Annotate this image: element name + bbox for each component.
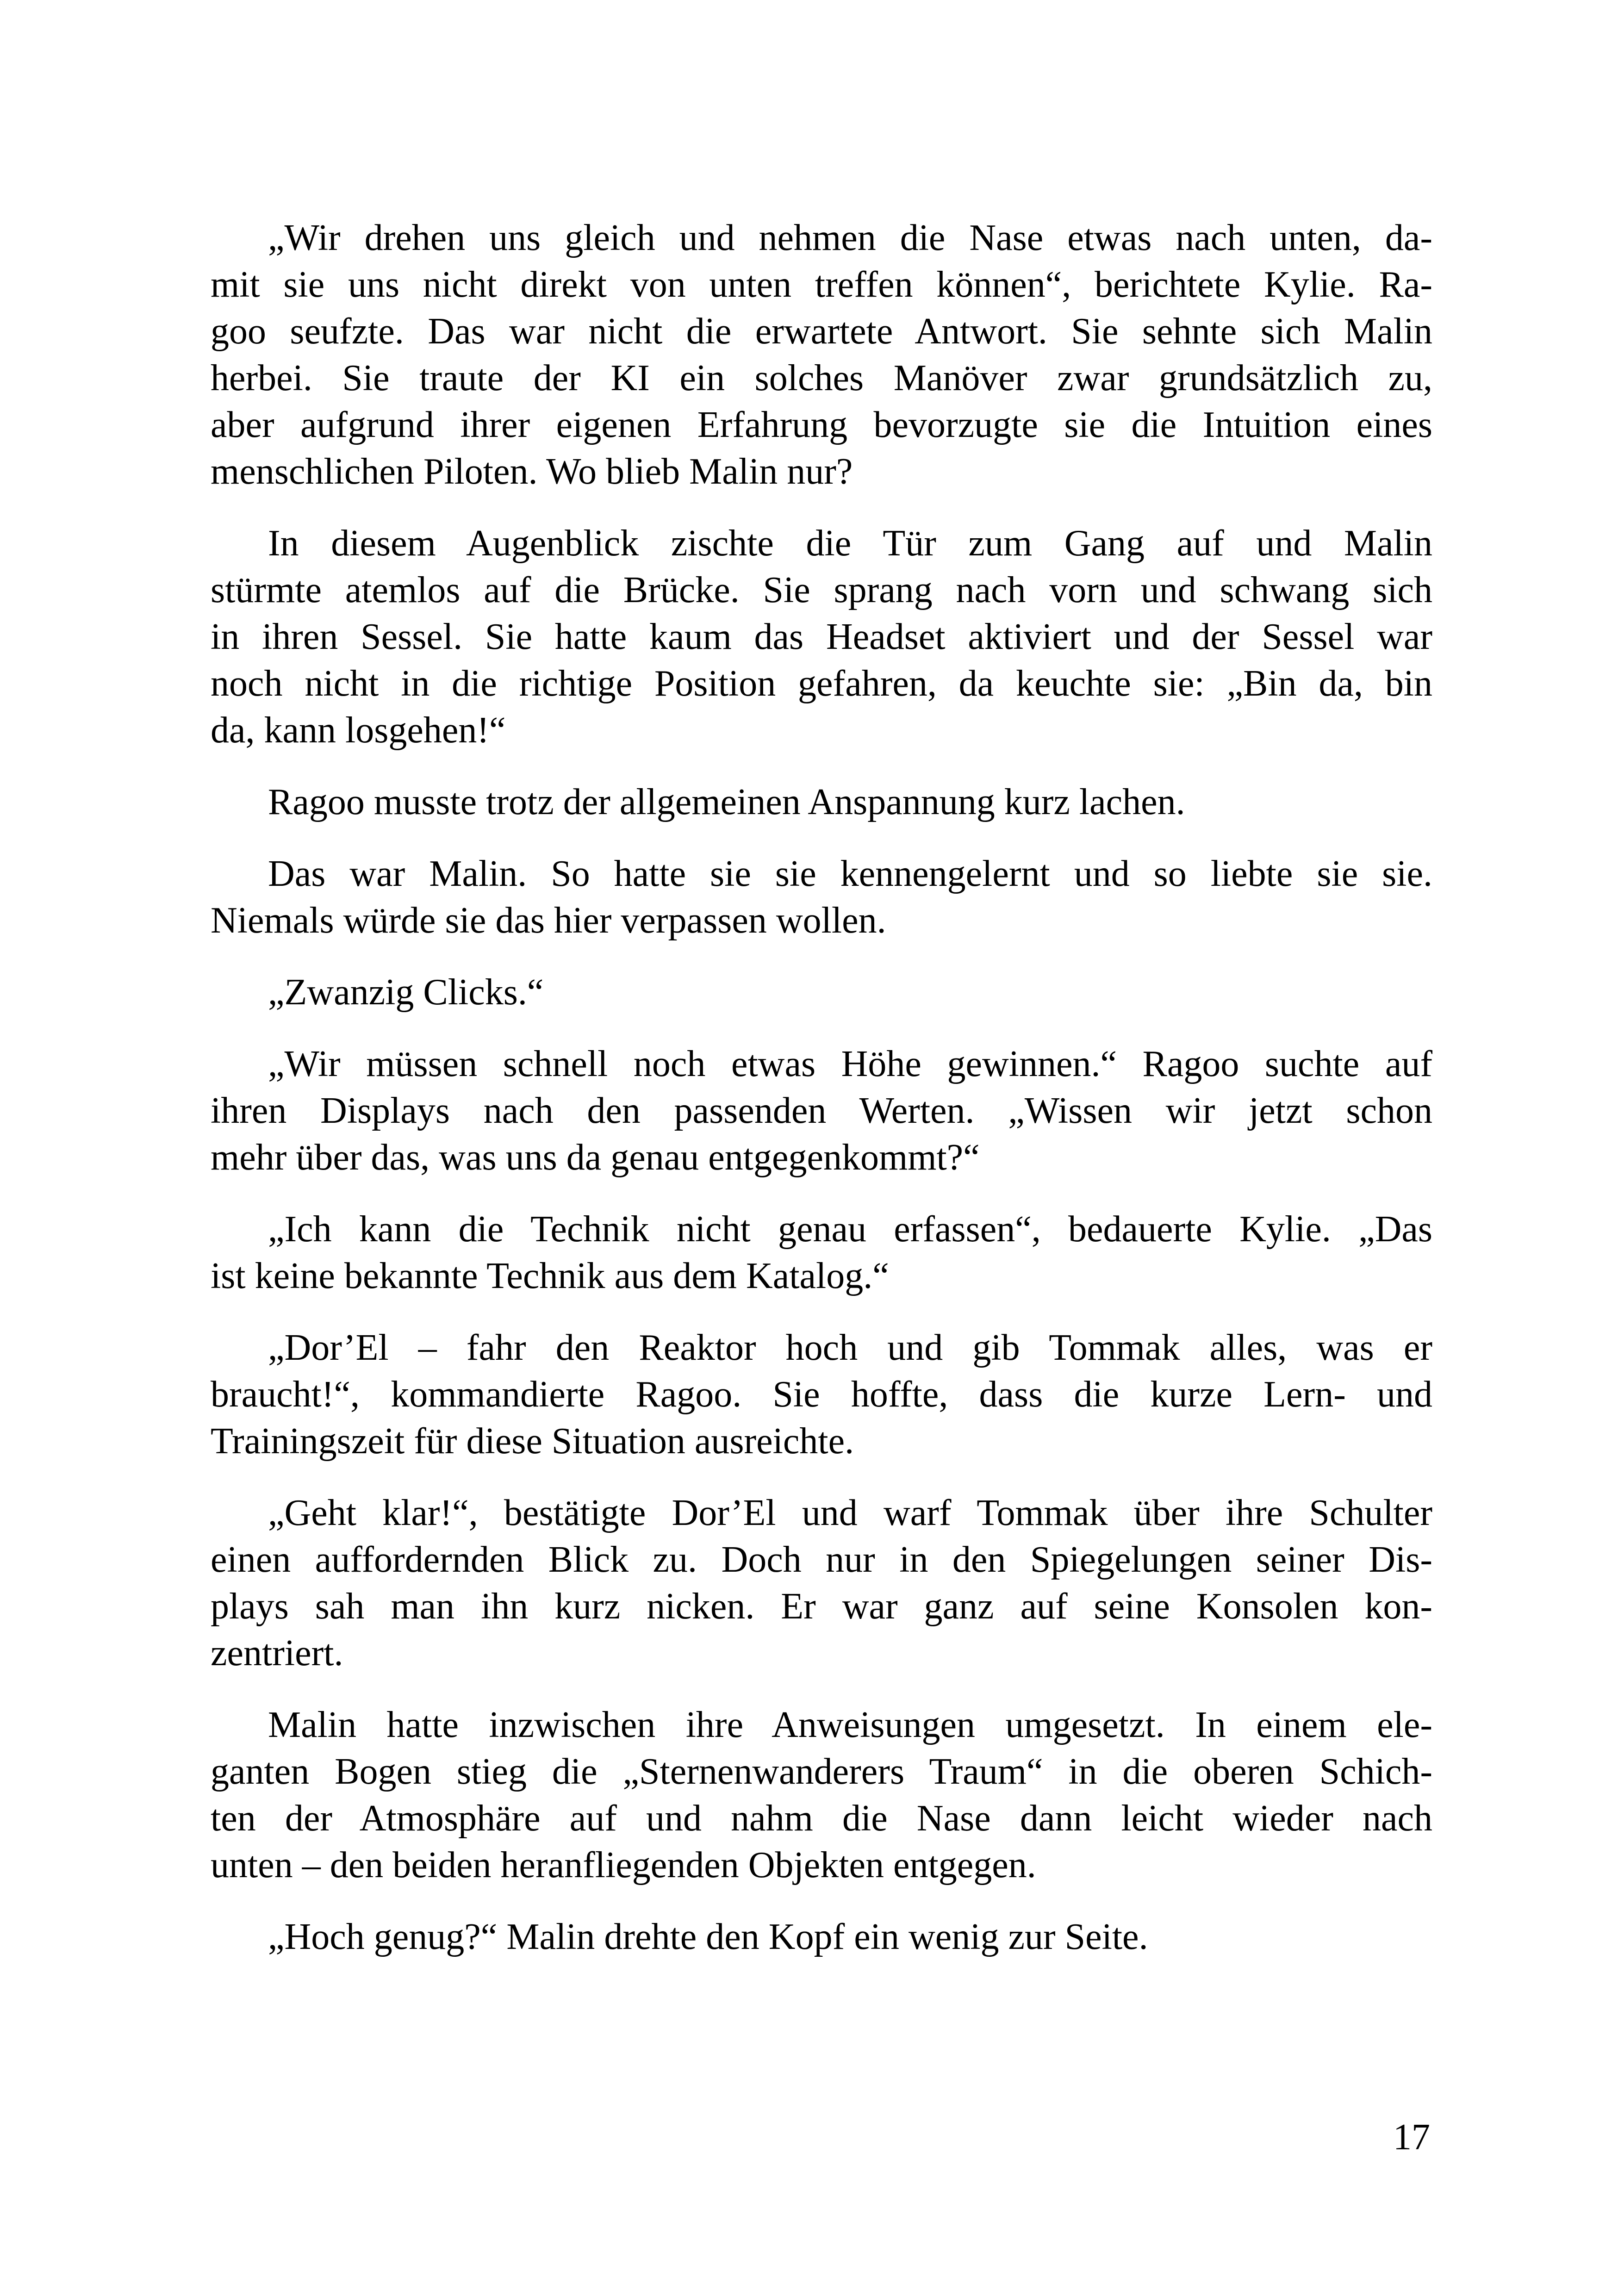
paragraph xyxy=(211,1325,1432,1465)
paragraph xyxy=(211,969,1432,1016)
text-line: Niemals würde sie das hier verpassen wollen. xyxy=(211,900,886,941)
paragraph xyxy=(211,779,1432,826)
text-line: ganten Bogen stieg die „Sternenwanderers Traum“ in die oberen Schich- xyxy=(211,1751,1432,1792)
text-line: noch nicht in die richtige Position gefahren, da keuchte sie: „Bin da, bin xyxy=(211,663,1432,704)
text-line: plays sah man ihn kurz nicken. Er war ganz auf seine Konsolen kon- xyxy=(211,1586,1432,1627)
text-line: „Hoch genug?“ Malin drehte den Kopf ein wenig zur Seite. xyxy=(268,1916,1148,1957)
text-line: da, kann losgehen!“ xyxy=(211,710,506,751)
text-line: in ihren Sessel. Sie hatte kaum das Headset aktiviert und der Sessel war xyxy=(211,616,1432,657)
text-line: braucht!“, kommandierte Ragoo. Sie hoffte, dass die kurze Lern- und xyxy=(211,1374,1432,1415)
text-line: „Wir drehen uns gleich und nehmen die Nase etwas nach unten, da- xyxy=(268,218,1432,258)
paragraph xyxy=(211,1041,1432,1181)
text-line: ihren Displays nach den passenden Werten. „Wissen wir jetzt schon xyxy=(211,1090,1432,1131)
text-line: „Dor’El – fahr den Reaktor hoch und gib Tommak alles, was er xyxy=(268,1327,1432,1368)
body-text xyxy=(211,215,1432,1960)
page-number: 17 xyxy=(1393,2117,1430,2158)
paragraph xyxy=(211,1914,1432,1960)
text-line: Das war Malin. So hatte sie sie kennengelernt und so liebte sie sie. xyxy=(268,853,1432,894)
paragraph xyxy=(211,520,1432,754)
text-line: Malin hatte inzwischen ihre Anweisungen umgesetzt. In einem ele- xyxy=(268,1705,1432,1745)
text-line: „Ich kann die Technik nicht genau erfassen“, bedauerte Kylie. „Das xyxy=(268,1209,1432,1250)
text-line: ist keine bekannte Technik aus dem Katalog.“ xyxy=(211,1256,889,1296)
text-line: menschlichen Piloten. Wo blieb Malin nur? xyxy=(211,451,853,492)
text-line: „Geht klar!“, bestätigte Dor’El und warf Tommak über ihre Schulter xyxy=(268,1493,1432,1533)
text-line: stürmte atemlos auf die Brücke. Sie sprang nach vorn und schwang sich xyxy=(211,570,1432,610)
text-line: aber aufgrund ihrer eigenen Erfahrung bevorzugte sie die Intuition eines xyxy=(211,404,1432,445)
text-line: Trainingszeit für diese Situation ausreichte. xyxy=(211,1421,854,1462)
text-line: „Wir müssen schnell noch etwas Höhe gewinnen.“ Ragoo suchte auf xyxy=(268,1044,1432,1084)
text-line: In diesem Augenblick zischte die Tür zum Gang auf und Malin xyxy=(268,523,1432,564)
text-line: einen auffordernden Blick zu. Doch nur in den Spiegelungen seiner Dis- xyxy=(211,1539,1432,1580)
paragraph xyxy=(211,1206,1432,1300)
text-line: mit sie uns nicht direkt von unten treffen können“, berichtete Kylie. Ra- xyxy=(211,264,1432,305)
paragraph xyxy=(211,215,1432,495)
text-line: zentriert. xyxy=(211,1633,343,1674)
text-line: „Zwanzig Clicks.“ xyxy=(268,972,544,1013)
text-line: goo seufzte. Das war nicht die erwartete Antwort. Sie sehnte sich Malin xyxy=(211,311,1432,352)
text-line: herbei. Sie traute der KI ein solches Manöver zwar grundsätzlich zu, xyxy=(211,358,1432,398)
text-line: ten der Atmosphäre auf und nahm die Nase dann leicht wieder nach xyxy=(211,1798,1432,1839)
text-line: mehr über das, was uns da genau entgegenkommt?“ xyxy=(211,1137,980,1178)
paragraph xyxy=(211,1490,1432,1677)
text-line: unten – den beiden heranfliegenden Objekten entgegen. xyxy=(211,1845,1036,1885)
paragraph xyxy=(211,1702,1432,1889)
paragraph xyxy=(211,851,1432,944)
text-line: Ragoo musste trotz der allgemeinen Anspannung kurz lachen. xyxy=(268,782,1185,822)
